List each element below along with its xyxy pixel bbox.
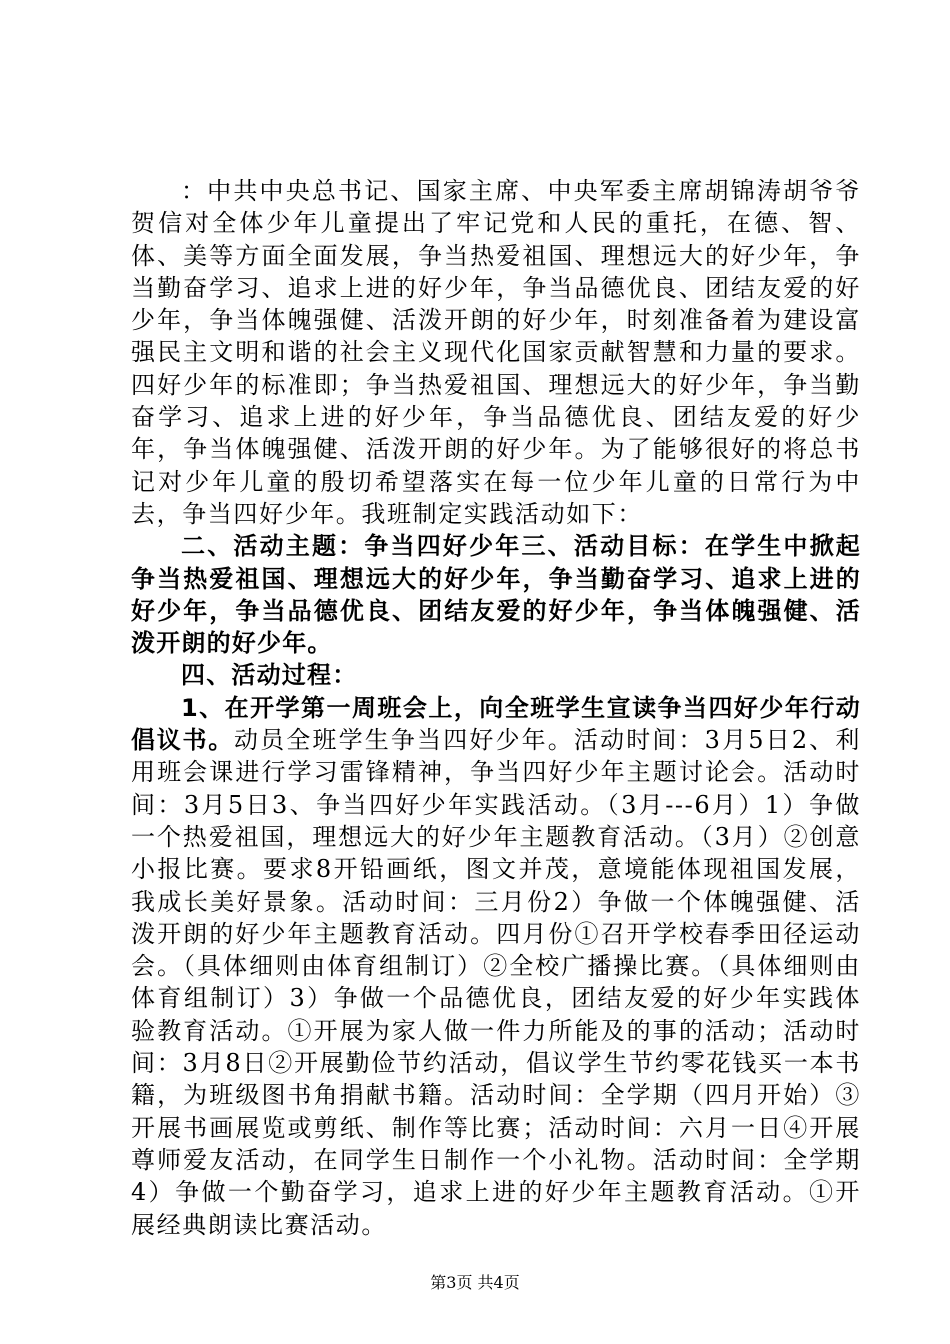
paragraph-intro: ：中共中央总书记、国家主席、中央军委主席胡锦涛胡爷爷贺信对全体少年儿童提出了牢记党和人民的重托，在德、智、体、美等方面全面发展，争当热爱祖国、理想远大的好少年，争当勤奋学习、追求上进的好少年，争当品德优良、团结友爱的好少年，争当体魄强健、活泼开朗的好少年，时刻准备着为建设富强民主文明和谐的社会主义现代化国家贡献智慧和力量的要求。四好少年的标准即；争当热爱祖国、理想远大的好少年，争当勤奋学习、追求上进的好少年，争当品德优良、团结友爱的好少年，争当体魄强健、活泼开朗的好少年。为了能够很好的将总书记对少年儿童的殷切希望落实在每一位少年儿童的日常行为中去，争当四好少年。我班制定实践活动如下： bbox=[131, 177, 861, 528]
paragraph-activity-details bbox=[131, 692, 861, 1241]
activity-details-text: 动员全班学生争当四好少年。活动时间：3月5日2、利用班会课进行学习雷锋精神，争当四好少年主题讨论会。活动时间：3月5日3、争当四好少年实践活动。（3月---6月）1）争做一个热爱祖国，理想远大的好少年主题教育活动。（3月）②创意小报比赛。要求8开铅画纸，图文并茂，意境能体现祖国发展，我成长美好景象。活动时间：三月份2）争做一个体魄强健、活泼开朗的好少年主题教育活动。四月份①召开学校春季田径运动会。（具体细则由体育组制订）②全校广播操比赛。（具体细则由体育组制订）3）争做一个品德优良，团结友爱的好少年实践体验教育活动。①开展为家人做一件力所能及的事的活动；活动时间：3月8日②开展勤俭节约活动，倡议学生节约零花钱买一本书籍，为班级图书角捐献书籍。活动时间：全学期（四月开始）③开展书画展览或剪纸、制作等比赛；活动时间：六月一日④开展尊师爱友活动，在同学生日制作一个小礼物。活动时间：全学期4）争做一个勤奋学习，追求上进的好少年主题教育活动。①开展经典朗读比赛活动。 bbox=[131, 726, 861, 1239]
heading-activity-process: 四、活动过程： bbox=[181, 661, 358, 690]
activity-step-one: 1、在开学第一周班会上，向全班学生宣读争当四好少年行动倡议书。 bbox=[131, 693, 861, 755]
page-footer: 第3页 共4页 bbox=[430, 1273, 520, 1292]
document-body bbox=[131, 175, 861, 1241]
paragraph-theme-goals: 二、活动主题：争当四好少年三、活动目标：在学生中掀起争当热爱祖国、理想远大的好少年，争当勤奋学习、追求上进的好少年，争当品德优良、团结友爱的好少年，争当体魄强健、活泼开朗的好少年。 bbox=[131, 532, 861, 658]
